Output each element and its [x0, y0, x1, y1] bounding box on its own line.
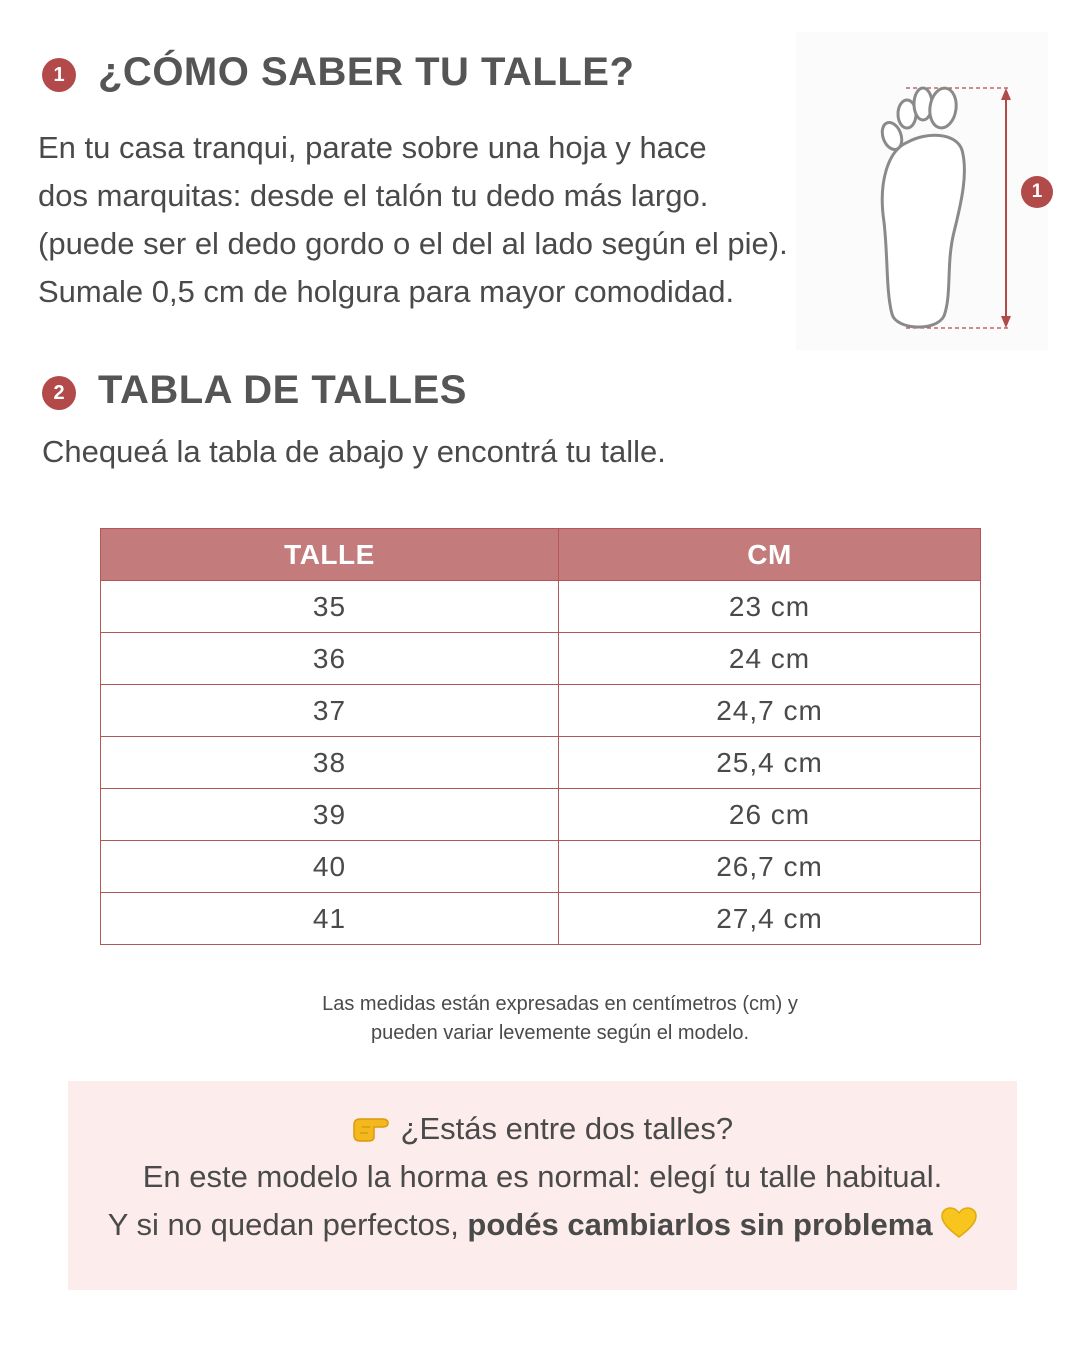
section-2-badge: 2: [42, 376, 76, 410]
table-cell-cm: 25,4 cm: [559, 737, 981, 789]
table-row: [101, 685, 981, 737]
table-cell-size: 41: [101, 893, 559, 945]
section-2-subtitle: Chequeá la tabla de abajo y encontrá tu talle.: [42, 434, 666, 469]
table-cell-cm: 27,4 cm: [559, 893, 981, 945]
foot-outline-icon: [796, 32, 1048, 350]
instruction-line: En tu casa tranqui, parate sobre una hoja y hace: [38, 130, 707, 165]
table-cell-size: 40: [101, 841, 559, 893]
table-header-cm: CM: [559, 529, 981, 581]
table-cell-cm: 26,7 cm: [559, 841, 981, 893]
instruction-line: (puede ser el dedo gordo o el del al lado según el pie).: [38, 226, 788, 261]
table-row: [101, 789, 981, 841]
note-line: pueden variar levemente según el modelo.: [370, 1022, 750, 1044]
pointing-hand-icon: [352, 1115, 392, 1151]
callout-exchange-prefix: Y si no quedan perfectos,: [107, 1207, 468, 1242]
measurement-note: [200, 990, 920, 1048]
table-cell-size: 35: [101, 581, 559, 633]
table-header-row: [101, 529, 981, 581]
callout-exchange-info: [68, 1207, 1017, 1247]
table-row: [101, 581, 981, 633]
table-cell-size: 38: [101, 737, 559, 789]
table-row: [101, 893, 981, 945]
size-table: [100, 528, 981, 945]
section-1-title: ¿CÓMO SABER TU TALLE?: [98, 50, 635, 94]
table-row: [101, 737, 981, 789]
table-row: [101, 633, 981, 685]
table-cell-cm: 24 cm: [559, 633, 981, 685]
note-line: Las medidas están expresadas en centímetros (cm) y: [322, 993, 798, 1015]
table-cell-cm: 26 cm: [559, 789, 981, 841]
section-1-badge: 1: [42, 58, 76, 92]
table-cell-cm: 24,7 cm: [559, 685, 981, 737]
table-cell-cm: 23 cm: [559, 581, 981, 633]
table-cell-size: 39: [101, 789, 559, 841]
table-cell-size: 37: [101, 685, 559, 737]
instruction-line: Sumale 0,5 cm de holgura para mayor comodidad.: [38, 274, 735, 309]
table-row: [101, 841, 981, 893]
callout-question: [68, 1111, 1017, 1151]
diagram-badge: 1: [1021, 176, 1053, 208]
foot-diagram: [796, 32, 1048, 350]
instructions-text: [38, 124, 858, 316]
size-tip-callout: [68, 1081, 1017, 1290]
callout-fit-info: En este modelo la horma es normal: elegí tu talle habitual.: [142, 1159, 943, 1194]
callout-exchange-bold: podés cambiarlos sin problema: [467, 1207, 933, 1242]
yellow-heart-icon: [941, 1207, 977, 1247]
table-cell-size: 36: [101, 633, 559, 685]
instruction-line: dos marquitas: desde el talón tu dedo más largo.: [38, 178, 709, 213]
table-header-talle: TALLE: [101, 529, 559, 581]
callout-question-text: ¿Estás entre dos talles?: [400, 1111, 734, 1146]
section-2-title: TABLA DE TALLES: [98, 368, 467, 412]
